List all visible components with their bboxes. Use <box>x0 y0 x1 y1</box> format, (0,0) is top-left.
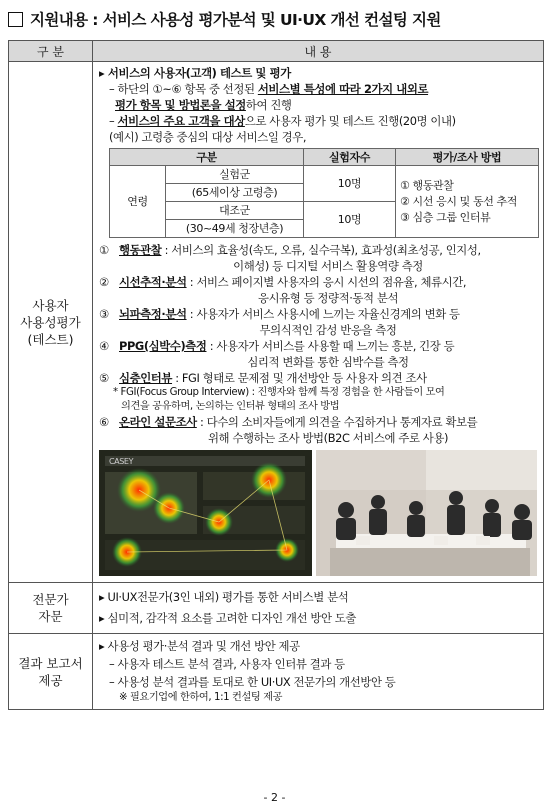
example-table-header: 구분 실험자수 평가/조사 방법 <box>110 149 539 166</box>
svg-text:CASEY: CASEY <box>109 457 134 466</box>
section-content-expert: ▸ UI·UX전문가(3인 내외) 평가를 통한 서비스별 분석 ▸ 심미적, 감각적 요소를 고려한 디자인 개선 방안 도출 <box>93 583 544 634</box>
section-label-user-test: 사용자 사용성평가 (테스트) <box>9 62 93 583</box>
example-table-row: 연령 실험군 10명 ① 행동관찰 ② 시선 응시 및 동선 추적 ③ 심층 그룹 인터뷰 <box>110 166 539 184</box>
checkbox-square-icon <box>8 12 23 27</box>
section-label-report: 결과 보고서 제공 <box>9 634 93 710</box>
method-item: ⑤ 심층인터뷰 : FGI 형태로 문제점 및 개선방안 등 사용자 의견 조사 <box>99 371 427 385</box>
method-item: ④ PPG(심박수)측정 : 사용자가 서비스를 사용할 때 느끼는 흥분, 긴장 등 심리적 변화를 통한 심박수를 측정 <box>99 339 455 369</box>
example-table <box>109 148 539 238</box>
group-cell: 연령 <box>110 166 166 238</box>
section-report <box>9 634 544 710</box>
page-title-text: 지원내용 : 서비스 사용성 평가분석 및 UI·UX 개선 컨설팅 지원 <box>30 11 441 29</box>
page-number: - 2 - <box>263 791 286 804</box>
example-table-row: (65세이상 고령층) <box>110 184 539 202</box>
example-line: (예시) 고령층 중심의 대상 서비스일 경우, <box>109 130 307 144</box>
header-category: 구 분 <box>9 41 93 62</box>
page-title <box>8 6 543 32</box>
selection-line: – 하단의 ①~⑥ 항목 중 선정된 서비스별 특성에 따라 2가지 내외로 <box>109 82 429 96</box>
section-label-expert: 전문가 자문 <box>9 583 93 634</box>
fgi-note: * FGI(Focus Group Interview) : 진행자와 함께 특정 경험을 한 사람들이 모여 의견을 공유하며, 논의하는 인터뷰 형태의 조사 방법 <box>113 387 445 412</box>
selection-line-cont: 평가 항목 및 방법론을 설정하여 진행 <box>115 98 292 112</box>
section-user-test <box>9 62 544 583</box>
photo-strip <box>99 450 537 576</box>
focus-group-photo <box>316 450 537 576</box>
method-item: ② 시선추적·분석 : 서비스 페이지별 사용자의 응시 시선의 점유율, 체류시간, 응시유형 등 정량적·동적 분석 <box>99 275 467 305</box>
section-content-report: ▸ 사용성 평가·분석 결과 및 개선 방안 제공 – 사용자 테스트 분석 결과, 사용자 인터뷰 결과 등 – 사용성 분석 결과를 토대로 한 UI·UX 전문가의 개선방안 등 ※ 필요기업에 한하여, 1:1 컨설팅 제공 <box>93 634 544 710</box>
method-item: ③ 뇌파측정·분석 : 사용자가 서비스 사용시에 느끼는 자율신경계의 변화 등 무의식적인 감성 반응을 측정 <box>99 307 460 337</box>
support-content-table <box>8 40 544 710</box>
example-table-row: 대조군 10명 <box>110 202 539 220</box>
section-expert-advice <box>9 583 544 634</box>
heatmap-graphic <box>99 450 312 576</box>
example-table-row: (30~49세 청장년층) <box>110 220 539 238</box>
methods-cell: ① 행동관찰 ② 시선 응시 및 동선 추적 ③ 심층 그룹 인터뷰 <box>396 166 539 238</box>
method-item: ① 행동관찰 : 서비스의 효율성(속도, 오류, 실수극복), 효과성(최초성공, 인지성, 이해성) 등 디지털 서비스 활용역량 측정 <box>99 243 481 273</box>
header-content: 내 용 <box>93 41 544 62</box>
target-line: – 서비스의 주요 고객을 대상으로 사용자 평가 및 테스트 진행(20명 이내) <box>109 114 456 128</box>
table-header-row <box>9 41 544 62</box>
section-heading: ▸ 서비스의 사용자(고객) 테스트 및 평가 <box>99 66 291 80</box>
eye-tracking-heatmap-image <box>99 450 312 576</box>
method-item: ⑥ 온라인 설문조사 : 다수의 소비자들에게 의견을 수집하거나 통계자료 확보를 위해 수행하는 조사 방법(B2C 서비스에 주로 사용) <box>99 415 478 445</box>
meeting-graphic <box>316 450 537 576</box>
section-content-user-test <box>93 62 544 583</box>
